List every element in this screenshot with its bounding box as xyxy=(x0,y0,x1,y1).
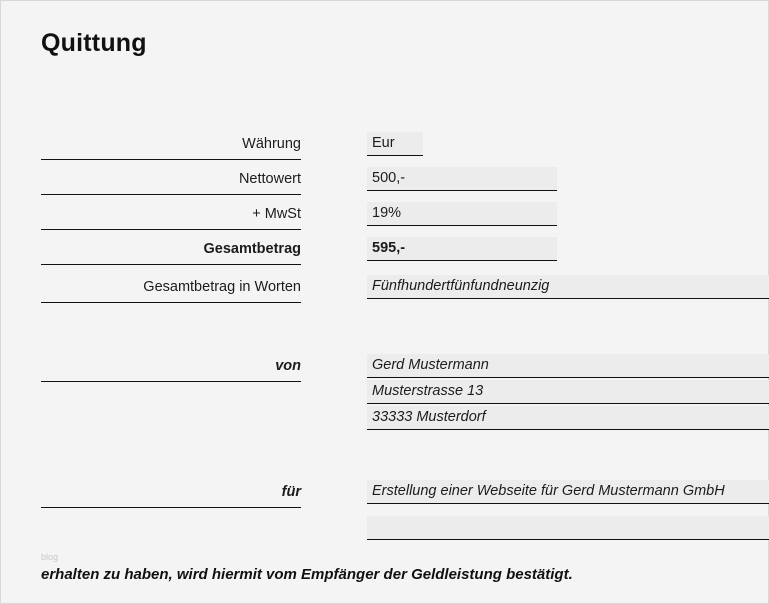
field-value[interactable]: 19% xyxy=(367,202,557,226)
receipt-row xyxy=(41,482,752,508)
field-value[interactable] xyxy=(367,516,769,540)
field-label: + MwSt xyxy=(252,206,301,222)
receipt-row xyxy=(41,239,752,265)
field-label: für xyxy=(281,484,301,500)
field-value[interactable]: Eur xyxy=(367,132,423,156)
label-underline xyxy=(41,159,301,160)
field-label: Nettowert xyxy=(238,171,301,187)
field-value[interactable]: Erstellung einer Webseite für Gerd Mustermann GmbH xyxy=(367,480,769,504)
footer-confirmation-text: erhalten zu haben, wird hiermit vom Empfänger der Geldleistung bestätigt. xyxy=(41,566,573,583)
field-label: Gesamtbetrag in Worten xyxy=(143,279,301,295)
label-underline xyxy=(41,264,301,265)
receipt-row xyxy=(41,204,752,230)
field-value[interactable]: 500,- xyxy=(367,167,557,191)
receipt-row xyxy=(41,277,752,303)
label-underline xyxy=(41,507,301,508)
label-underline xyxy=(41,229,301,230)
page-title: Quittung xyxy=(41,29,147,57)
watermark-text: blog xyxy=(41,552,59,562)
receipt-row xyxy=(41,382,752,408)
receipt-row xyxy=(41,518,752,544)
field-value[interactable]: Fünfhundertfünfundneunzig xyxy=(367,275,769,299)
label-underline xyxy=(41,302,301,303)
field-value[interactable]: 595,- xyxy=(367,237,557,261)
label-underline xyxy=(41,194,301,195)
receipt-row xyxy=(41,356,752,382)
field-value[interactable]: Musterstrasse 13 xyxy=(367,380,769,404)
receipt-row xyxy=(41,408,752,434)
receipt-row xyxy=(41,169,752,195)
field-label: Währung xyxy=(242,136,301,152)
field-label: Gesamtbetrag xyxy=(203,241,301,257)
field-label: von xyxy=(275,358,301,374)
receipt-row xyxy=(41,134,752,160)
field-value[interactable]: 33333 Musterdorf xyxy=(367,406,769,430)
field-value[interactable]: Gerd Mustermann xyxy=(367,354,769,378)
